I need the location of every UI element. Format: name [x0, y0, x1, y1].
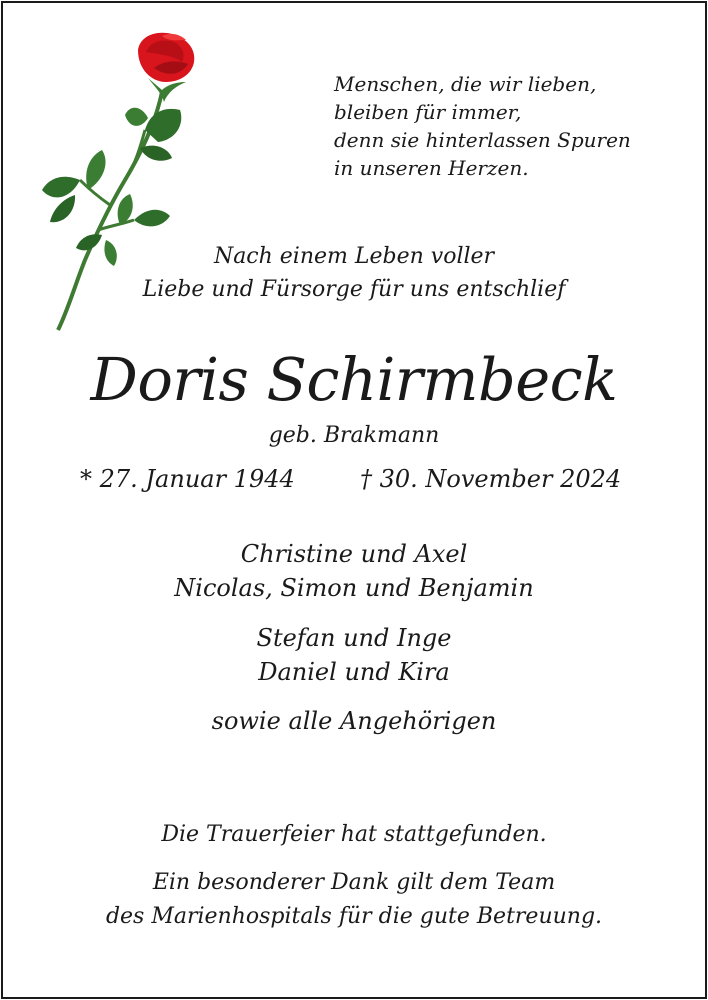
thanks-line: Ein besonderer Dank gilt dem Team — [152, 870, 556, 895]
birth-date: * 27. Januar 1944 — [80, 465, 295, 493]
mourner-line: Nicolas, Simon und Benjamin — [174, 574, 534, 602]
intro-text — [0, 240, 708, 306]
mourner-group — [0, 537, 708, 605]
mourner-group — [0, 621, 708, 689]
mourner-line: Christine und Axel — [240, 540, 468, 568]
mourner-line: sowie alle Angehörigen — [211, 707, 497, 735]
maiden-name: geb. Brakmann — [268, 423, 440, 448]
intro-line: Liebe und Fürsorge für uns entschlief — [142, 277, 566, 302]
mourner-line: Stefan und Inge — [256, 624, 452, 652]
death-date: † 30. November 2024 — [360, 465, 622, 493]
intro-line: Nach einem Leben voller — [213, 244, 495, 269]
mourner-line: Daniel und Kira — [258, 658, 450, 686]
mourner-group — [0, 704, 708, 738]
funeral-note: Die Trauerfeier hat stattgefunden. — [161, 822, 547, 847]
memorial-poem: Menschen, die wir lieben, bleiben für immer, denn sie hinterlassen Spuren in unseren Herzen. — [334, 72, 631, 180]
thanks-text — [0, 866, 708, 934]
deceased-name: Doris Schirmbeck — [90, 345, 618, 414]
thanks-line: des Marienhospitals für die gute Betreuung. — [105, 904, 603, 929]
